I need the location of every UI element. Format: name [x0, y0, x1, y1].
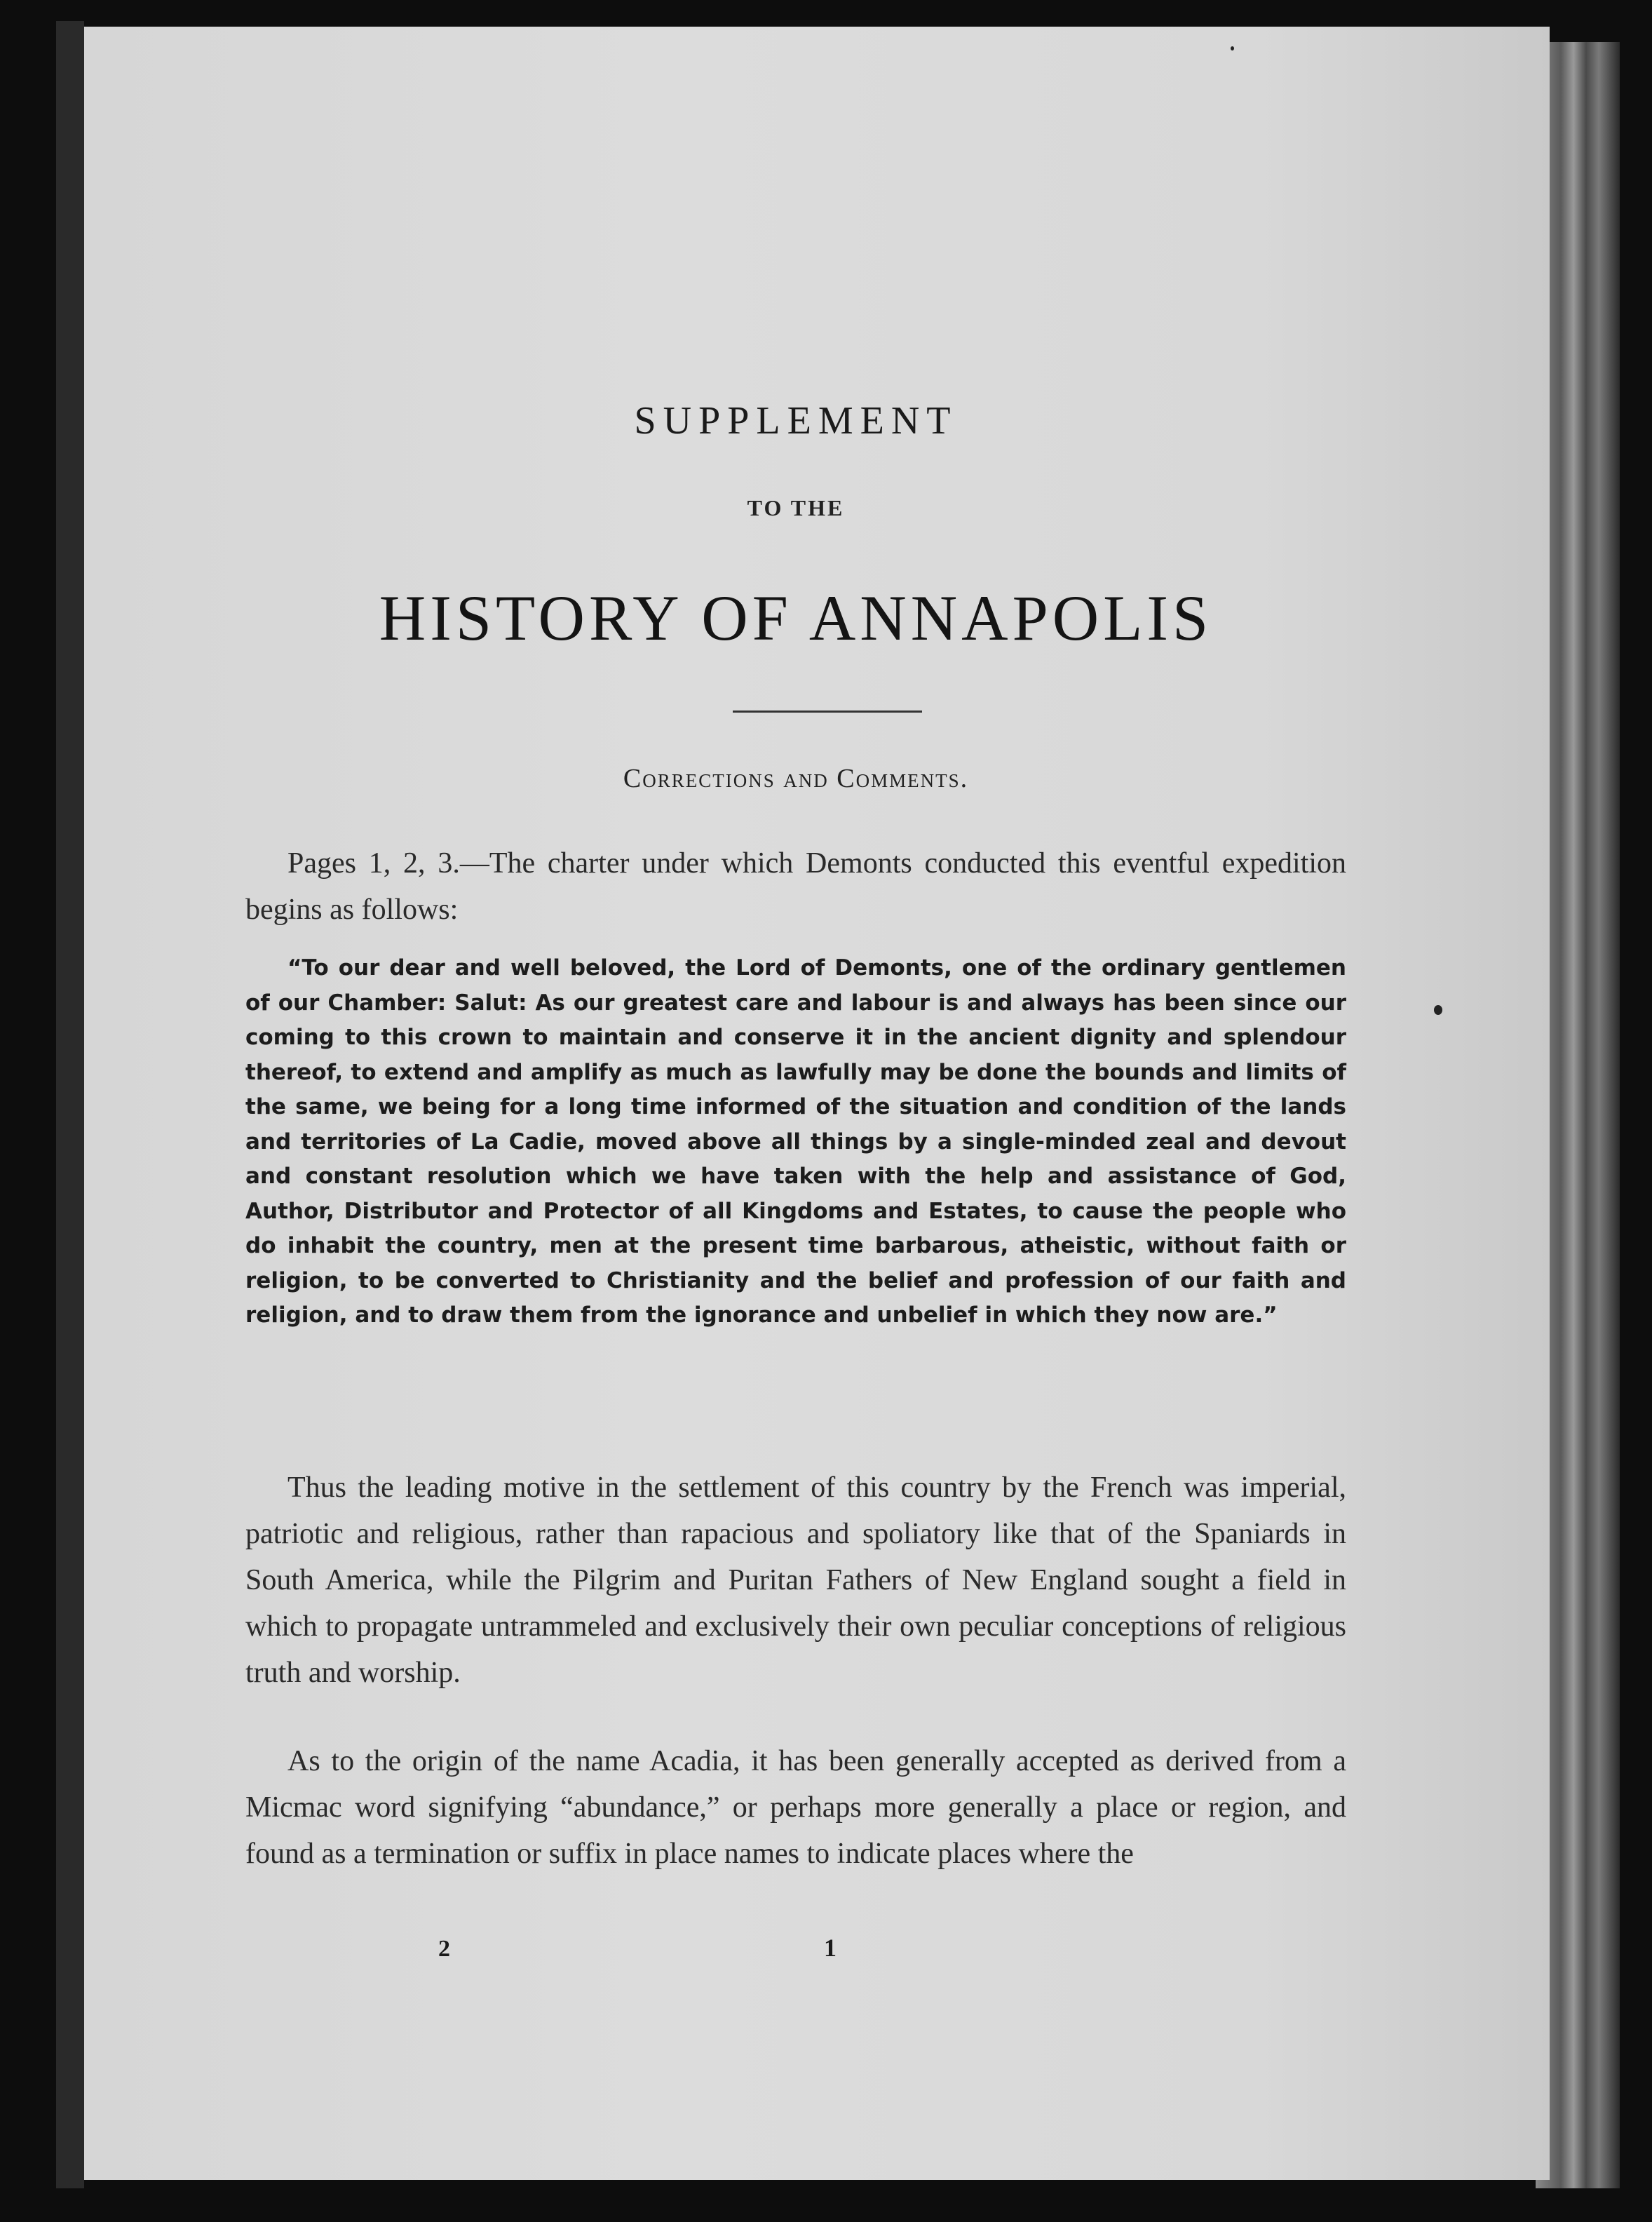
section-heading: Corrections and Comments. [623, 764, 969, 793]
ink-speck [1231, 46, 1234, 50]
charter-quote: “To our dear and well beloved, the Lord of Demonts, one of the ordinary gentlemen of our Chamber: Salut: As our greatest care and labour is and always has been since our coming to this crown to maintain and conserve it in the ancient dignity and splendour thereof, to extend and amplify as much as lawfully may be done the bounds and limits of the same, we being for a long time informed of the situation and condition of the lands and territories of La Cadie, moved above all things by a single-minded zeal and devout and constant resolution which we have taken with the help and assistance of God, Author, Distributor and Protector of all Kingdoms and Estates, to cause the people who do inhabit the country, men at the present time barbarous, atheistic, without faith or religion, to be converted to Christianity and the belief and profession of our faith and religion, and to draw them from the ignorance and unbelief in which they now are.” [245, 955, 1346, 1328]
book-page [84, 27, 1550, 2180]
motive-paragraph: Thus the leading motive in the settlement of this country by the French was imperial, patriotic and religious, rather than rapacious and spoliatory like that of the Spaniards in South America, while the Pilgrim and Puritan Fathers of New England sought a field in which to propagate untrammeled and exclusively their own peculiar conceptions of religious truth and worship. [245, 1472, 1346, 1689]
book-left-edge [56, 21, 84, 2188]
ink-speck [1434, 1005, 1442, 1015]
supplement-heading: SUPPLEMENT [634, 399, 958, 443]
title-rule [733, 711, 922, 713]
page-number: 1 [824, 1934, 837, 1962]
intro-paragraph: Pages 1, 2, 3.—The charter under which Demonts conducted this eventful expedition begins as follows: [245, 847, 1346, 926]
signature-mark: 2 [438, 1936, 450, 1962]
page-title: HISTORY OF ANNAPOLIS [379, 582, 1213, 654]
acadia-paragraph: As to the origin of the name Acadia, it has been generally accepted as derived from a Micmac word signifying “abundance,” or perhaps more generally a place or region, and found as a termination or suffix in place names to indicate places where the [245, 1745, 1346, 1870]
to-the-heading: TO THE [747, 495, 845, 520]
